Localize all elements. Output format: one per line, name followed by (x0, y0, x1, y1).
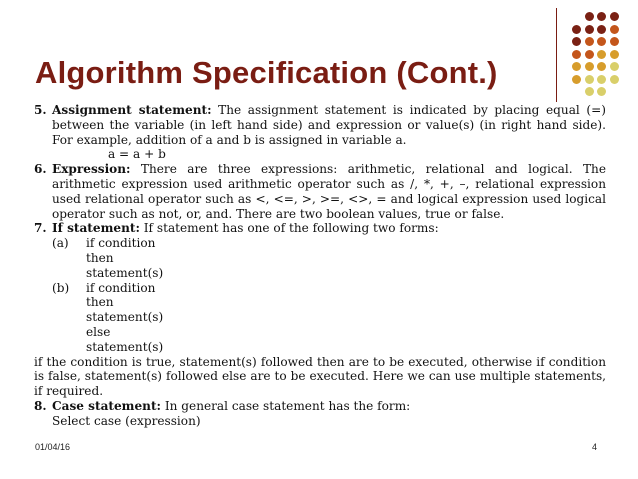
code-line: Select case (expression) (52, 413, 201, 428)
footer-page-number: 4 (592, 442, 598, 452)
decorative-dot (585, 25, 594, 34)
decorative-dot (597, 50, 606, 59)
item-text: If statement has one of the following two forms: (143, 221, 439, 236)
code-line: if condition (86, 236, 156, 251)
if-explanation: if the condition is true, statement(s) followed then are to be executed, otherwise if condition is false, statement(s) followed else are to be executed. Here we can use multiple statements, if required. (34, 354, 606, 399)
decorative-dot (572, 75, 581, 84)
decorative-dot (597, 25, 606, 34)
item-number: 5. (34, 103, 47, 117)
decorative-dot (610, 12, 619, 21)
decorative-dot (585, 87, 594, 96)
decorative-dot (597, 87, 606, 96)
if-form-b (52, 281, 606, 355)
item-heading: Expression: (52, 162, 131, 177)
decorative-dot (572, 50, 581, 59)
decorative-dot (572, 62, 581, 71)
code-line: then (86, 250, 114, 265)
item-text: There are three expressions: arithmetic, relational and logical. The arithmetic expression used arithmetic operator such as /, *, +, –, relational expression used relational operator such as <, <=, >, >=, <>, = and logical expression used logical operator such as not, or, and. There are two boolean values, true or false. (52, 162, 606, 221)
item-heading: If statement: (52, 221, 140, 236)
decorative-dot (585, 12, 594, 21)
decorative-dot (585, 62, 594, 71)
decorative-dot (585, 75, 594, 84)
item-paragraph (52, 103, 606, 147)
code-line: statement(s) (86, 339, 164, 354)
decorative-dot (597, 12, 606, 21)
code-line: else (86, 324, 111, 339)
code-line: then (86, 295, 114, 310)
item-text: In general case statement has the form: (164, 398, 411, 413)
item-number: 7. (34, 221, 47, 236)
list-item-if-statement (34, 221, 606, 399)
code-line: statement(s) (86, 310, 164, 325)
code-line: if condition (86, 280, 156, 295)
decorative-dot (610, 50, 619, 59)
item-paragraph (52, 162, 606, 221)
assignment-example: a = a + b (108, 147, 166, 162)
item-heading: Assignment statement: (52, 103, 212, 117)
list-item-case-statement (34, 399, 606, 429)
if-form-a (52, 236, 606, 280)
decorative-dot (597, 62, 606, 71)
footer-date: 01/04/16 (35, 442, 71, 452)
decorative-dot (597, 75, 606, 84)
decorative-dot (572, 25, 581, 34)
item-text: The assignment statement is indicated by placing equal (=) between the variable (in left hand side) and expression or value(s) (in right hand side). For example, addition of a and b is assigned in variable a. (52, 103, 606, 147)
form-label: (b) (52, 280, 70, 295)
decorative-dot (610, 25, 619, 34)
item-number: 8. (34, 398, 47, 413)
decorative-dot (585, 50, 594, 59)
decorative-dot (572, 37, 581, 46)
item-heading: Case statement: (52, 398, 162, 413)
decorative-dot (597, 37, 606, 46)
item-paragraph (52, 221, 606, 236)
form-label: (a) (52, 236, 69, 251)
list-item-assignment (34, 103, 606, 162)
list-item-expression (34, 162, 606, 221)
decorative-dot-grid (0, 0, 638, 110)
decorative-dot (585, 37, 594, 46)
item-number: 6. (34, 162, 47, 177)
decorative-dot (610, 62, 619, 71)
decorative-dot (610, 75, 619, 84)
slide-body (34, 103, 606, 429)
code-line: statement(s) (86, 265, 164, 280)
slide-title: Algorithm Specification (Cont.) (35, 55, 498, 90)
decorative-dot (610, 37, 619, 46)
item-paragraph (52, 399, 606, 414)
